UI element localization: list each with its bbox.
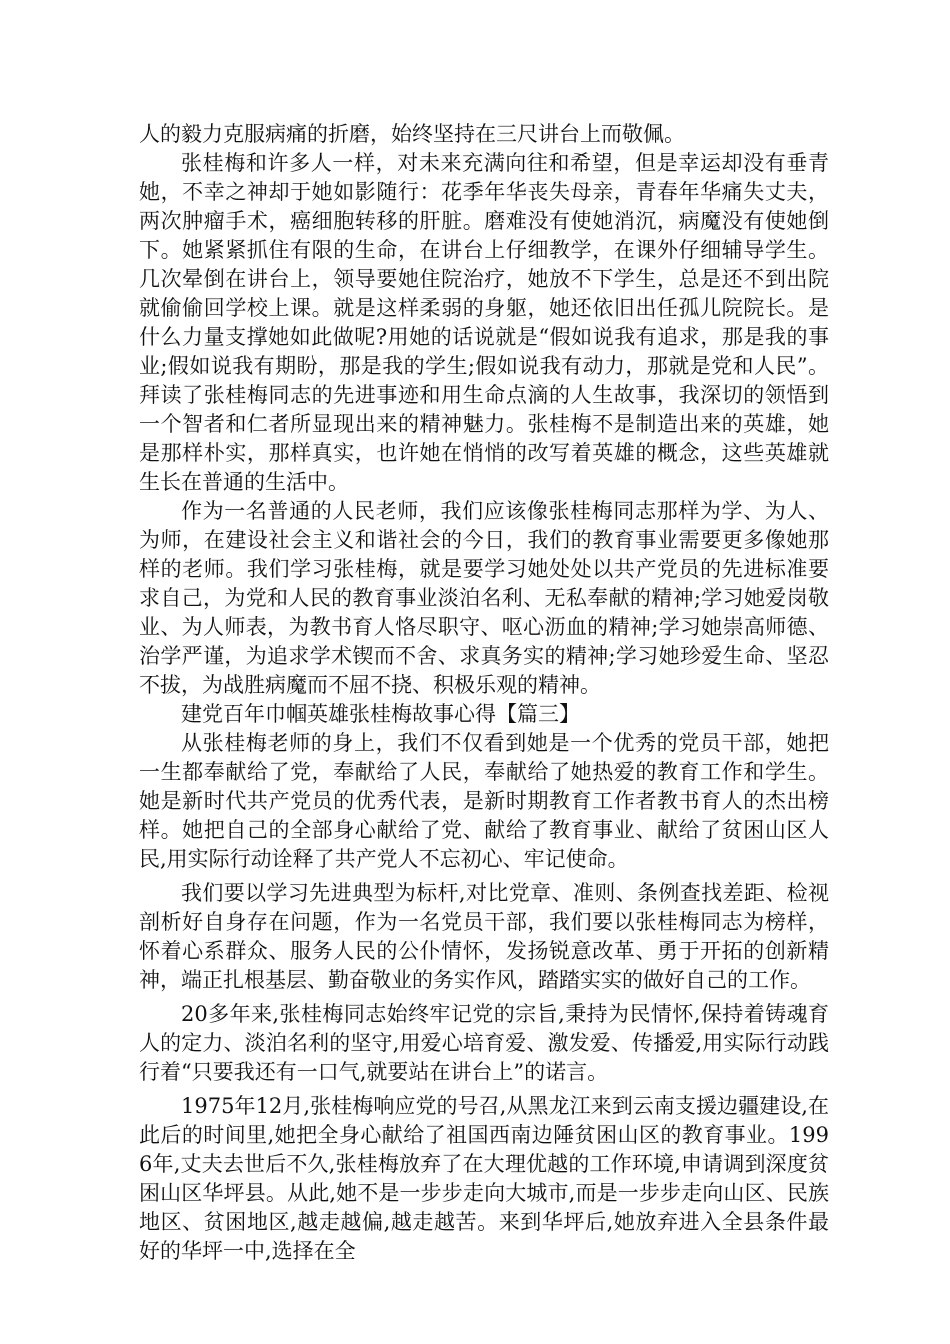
paragraph-2: 张桂梅和许多人一样，对未来充满向往和希望，但是幸运却没有垂青她，不幸之神却于她如影随行：花季年华丧失母亲，青春年华痛失丈夫，两次肿瘤手术，癌细胞转移的肝脏。磨难没有使她消沉，病魔没有使她倒下。她紧紧抓住有限的生命，在讲台上仔细教学，在课外仔细辅导学生。几次晕倒在讲台上，领导要她住院治疗，她放不下学生，总是还不到出院就偷偷回学校上课。就是这样柔弱的身躯，她还依旧出任孤儿院院长。是什么力量支撑她如此做呢?用她的话说就是“假如说我有追求，那是我的事业;假如说我有期盼，那是我的学生;假如说我有动力，那就是党和人民”。拜读了张桂梅同志的先进事迹和用生命点滴的人生故事，我深切的领悟到一个智者和仁者所显现出来的精神魅力。张桂梅不是制造出来的英雄，她是那样朴实，那样真实，也许她在悄悄的改写着英雄的概念，这些英雄就生长在普通的生活中。 — [139, 151, 829, 494]
paragraph-6: 20多年来,张桂梅同志始终牢记党的宗旨,秉持为民情怀,保持着铸魂育人的定力、淡泊名利的坚守,用爱心培育爱、激发爱、传播爱,用实际行动践行着“只要我还有一口气,就要站在讲台上”的诺言。 — [139, 1002, 829, 1084]
paragraph-7: 1975年12月,张桂梅响应党的号召,从黑龙江来到云南支援边疆建设,在此后的时间里,她把全身心献给了祖国西南边陲贫困山区的教育事业。1996年,丈夫去世后不久,张桂梅放弃了在大理优越的工作环境,申请调到深度贫困山区华坪县。从此,她不是一步步走向大城市,而是一步步走向山区、民族地区、贫困地区,越走越偏,越走越苦。来到华坪后,她放弃进入全县条件最好的华坪一中,选择在全 — [139, 1094, 829, 1263]
paragraph-3: 作为一名普通的人民老师，我们应该像张桂梅同志那样为学、为人、为师，在建设社会主义和谐社会的今日，我们的教育事业需要更多像她那样的老师。我们学习张桂梅，就是要学习她处处以共产党员的先进标准要求自己，为党和人民的教育事业淡泊名利、无私奉献的精神;学习她爱岗敬业、为人师表，为教书育人恪尽职守、呕心沥血的精神;学习她崇高师德、治学严谨，为追求学术锲而不舍、求真务实的精神;学习她珍爱生命、坚忍不拔，为战胜病魔而不屈不挠、积极乐观的精神。 — [139, 499, 829, 697]
paragraph-5: 我们要以学习先进典型为标杆,对比党章、准则、条例查找差距、检视剖析好自身存在问题，作为一名党员干部，我们要以张桂梅同志为榜样，怀着心系群众、服务人民的公仆情怀，发扬锐意改革、勇于开拓的创新精神，端正扎根基层、勤奋敬业的务实作风，踏踏实实的做好自己的工作。 — [139, 881, 829, 992]
paragraph-1: 人的毅力克服病痛的折磨，始终坚持在三尺讲台上而敬佩。 — [139, 122, 685, 146]
document-body — [139, 120, 829, 1266]
section-heading: 建党百年巾帼英雄张桂梅故事心得【篇三】 — [181, 702, 580, 726]
paragraph-4: 从张桂梅老师的身上，我们不仅看到她是一个优秀的党员干部，她把一生都奉献给了党，奉献给了人民，奉献给了她热爱的教育工作和学生。她是新时代共产党员的优秀代表，是新时期教育工作者教书育人的杰出榜样。她把自己的全部身心献给了党、献给了教育事业、献给了贫困山区人民,用实际行动诠释了共产党人不忘初心、牢记使命。 — [139, 731, 829, 871]
